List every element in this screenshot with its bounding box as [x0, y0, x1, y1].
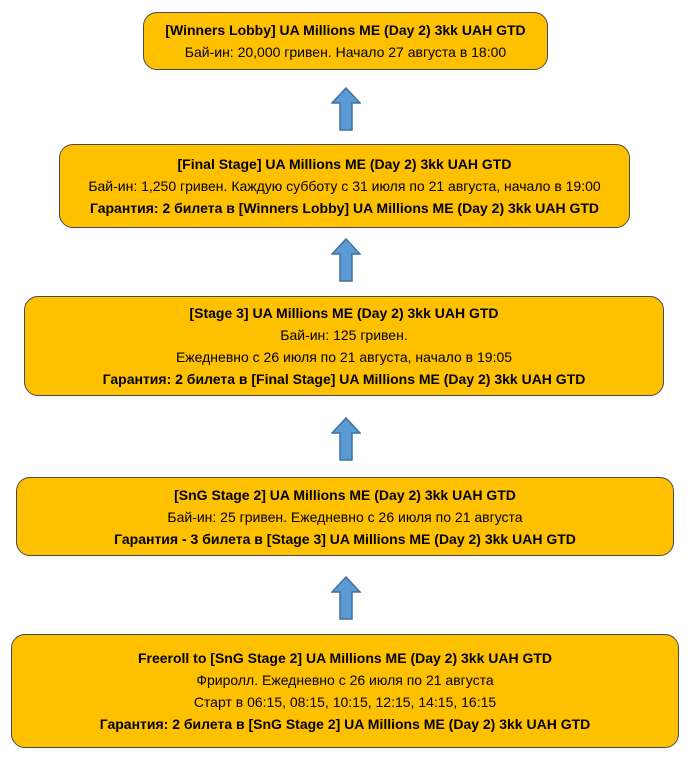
- up-arrow-icon: [331, 87, 361, 131]
- stage-line: Бай-ин: 20,000 гривен. Начало 27 августа в 18:00: [184, 44, 507, 60]
- stage-box-stage-3: [24, 296, 664, 396]
- stage-line: [Stage 3] UA Millions ME (Day 2) 3kk UAH GTD: [189, 305, 499, 321]
- stage-line: [Winners Lobby] UA Millions ME (Day 2) 3kk UAH GTD: [165, 22, 526, 38]
- stage-box-winners-lobby: [143, 12, 548, 70]
- stage-line: Бай-ин: 25 гривен. Ежедневно с 26 июля по 21 августа: [167, 508, 523, 525]
- stage-box-sng-stage-2: [16, 477, 674, 556]
- stage-line: Freeroll to [SnG Stage 2] UA Millions ME (Day 2) 3kk UAH GTD: [137, 650, 553, 666]
- stage-line: [Final Stage] UA Millions ME (Day 2) 3kk UAH GTD: [177, 156, 512, 172]
- stage-box-freeroll: [11, 634, 679, 748]
- stage-line: Ежедневно с 26 июля по 21 августа, начало в 19:05: [175, 349, 513, 365]
- up-arrow-icon: [331, 417, 361, 461]
- up-arrow-icon: [331, 576, 361, 620]
- stage-line: Бай-ин: 1,250 гривен. Каждую субботу с 31 июля по 21 августа, начало в 19:00: [88, 178, 601, 194]
- stage-line: Гарантия: 2 билета в [SnG Stage 2] UA Millions ME (Day 2) 3kk UAH GTD: [99, 716, 591, 732]
- stage-line: Старт в 06:15, 08:15, 10:15, 12:15, 14:15, 16:15: [193, 694, 497, 710]
- stage-line: [SnG Stage 2] UA Millions ME (Day 2) 3kk UAH GTD: [174, 486, 516, 503]
- up-arrow-icon: [331, 238, 361, 282]
- stage-line: Гарантия: 2 билета в [Winners Lobby] UA Millions ME (Day 2) 3kk UAH GTD: [89, 200, 600, 216]
- stage-line: Фриролл. Ежедневно с 26 июля по 21 августа: [196, 672, 494, 688]
- stage-line: Гарантия: 2 билета в [Final Stage] UA Millions ME (Day 2) 3kk UAH GTD: [102, 371, 586, 387]
- stage-line: Бай-ин: 125 гривен.: [280, 327, 408, 343]
- stage-box-final-stage: [59, 144, 630, 228]
- stage-line: Гарантия - 3 билета в [Stage 3] UA Millions ME (Day 2) 3kk UAH GTD: [114, 530, 576, 547]
